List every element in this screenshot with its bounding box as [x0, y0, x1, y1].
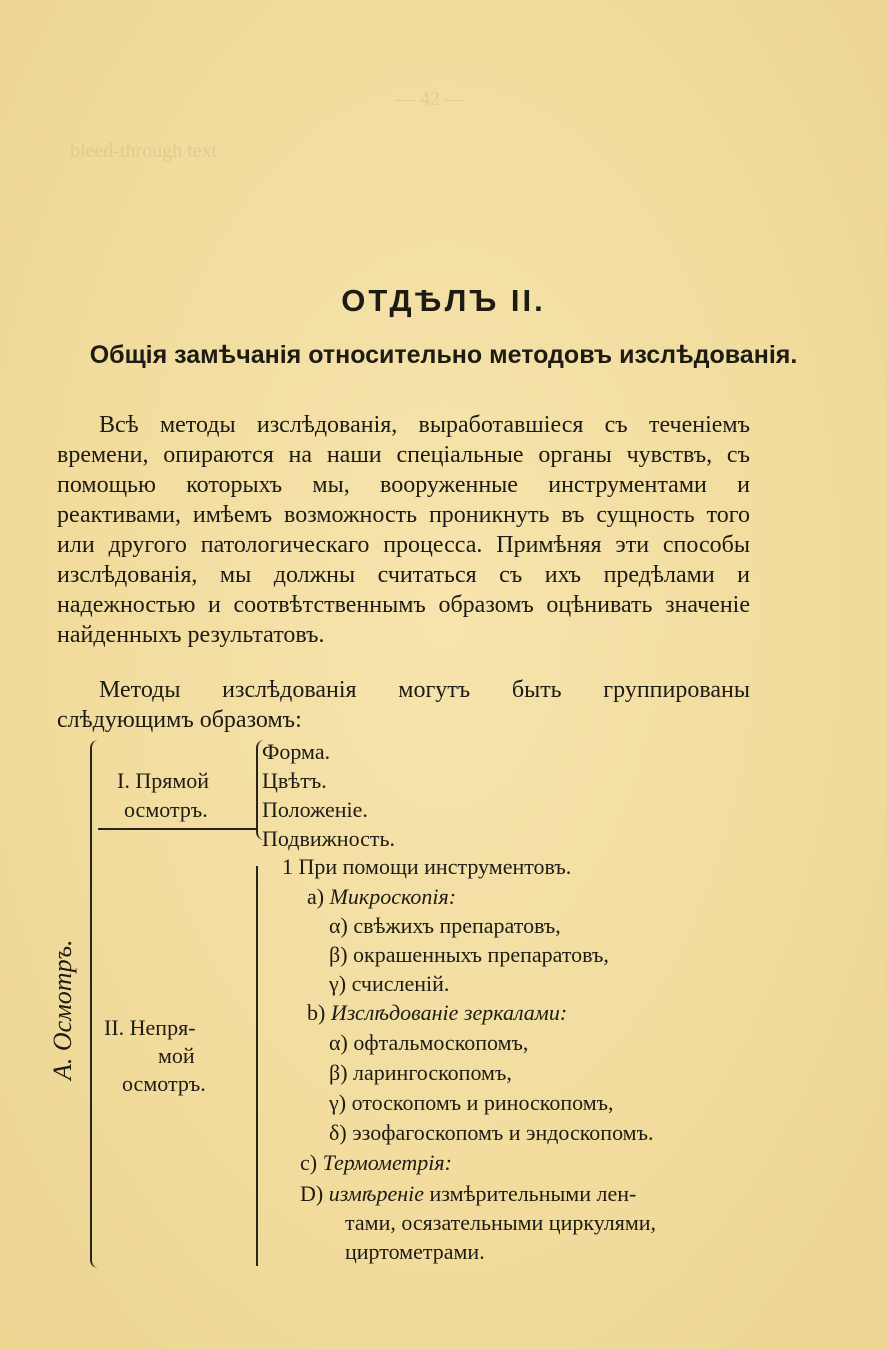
measurement-text: измѣрительными лен-	[429, 1181, 637, 1206]
direct-label-line2: осмотръ.	[124, 797, 208, 822]
mirrors-title: Изслѣдованіе зеркалами:	[330, 1000, 568, 1025]
section-heading: ОТДѢЛЪ II.	[341, 283, 546, 318]
book-page: — 42 — bleed-through text ОТДѢЛЪ II. Общія замѣчанія относительно методовъ изслѣдованія. Всѣ методы изслѣдованія, выработавшіеся съ теченіемъ времени, опираются на наши спеціальные органы чувствъ, съ помощью которыхъ мы, вооруженные инструментами и реактивами, имѣемъ возможность проникнуть въ сущность того или другого патологическаго процесса. Примѣняя эти способы изслѣдованія, мы должны считаться съ ихъ предѣлами и надежностью и соотвѣтственнымъ образомъ оцѣнивать значеніе найденныхъ результатовъ. Методы изслѣдованія могутъ быть группированы слѣдующимъ образомъ: А. Осмотръ. I. Прямой осмотръ. Форма. Цвѣтъ. Положеніе. Подвижность. II. Непря- мой осмотръ. 1 При помощи инструментовъ. a) Микроскопія: α) свѣжихъ препаратовъ, β) окрашенныхъ препаратовъ, γ) счисленій. b) Изслѣдованіе зеркалами: α) офтальмоскопомъ, β) ларингоскопомъ, γ) отоскопомъ и риноскопомъ, δ) эзофагоскопомъ и эндоскопомъ. c) Термометрія: D) измѣреніе измѣрительными лен- тами, осязательными циркулями, циртометрами.	[0, 0, 887, 1350]
measurement-title: измѣреніе	[328, 1181, 425, 1206]
microscopy-line	[307, 884, 456, 910]
marker: γ)	[329, 971, 347, 996]
indirect-label-line1: II. Непря-	[104, 1015, 196, 1040]
item-text: отоскопомъ и риноскопомъ,	[351, 1090, 614, 1115]
marker: α)	[329, 913, 348, 938]
measurement-line1	[300, 1181, 636, 1207]
thermometry-line	[300, 1150, 452, 1176]
mirrors-line	[307, 1000, 567, 1026]
indirect-label-line2: мой	[158, 1043, 195, 1068]
item-text: эзофагоскопомъ и эндоскопомъ.	[352, 1120, 654, 1145]
marker: β)	[329, 1060, 348, 1085]
item-text: свѣжихъ препаратовъ,	[353, 913, 561, 938]
intro-paragraph: Всѣ методы изслѣдованія, выработавшіеся съ теченіемъ времени, опираются на наши спеціальные органы чувствъ, съ помощью которыхъ мы, вооруженные инструментами и реактивами, имѣемъ возможность проникнуть въ сущность того или другого патологическаго процесса. Примѣняя эти способы изслѣдованія, мы должны считаться съ ихъ предѣлами и надежностью и соотвѣтственнымъ образомъ оцѣнивать значеніе найденныхъ результатовъ.	[57, 412, 750, 648]
group-brace	[90, 740, 106, 1268]
group-label-osmotr: А. Осмотръ.	[48, 939, 77, 1080]
instruments-heading: 1 При помощи инструментовъ.	[282, 854, 572, 879]
item-text: офтальмоскопомъ,	[353, 1030, 529, 1055]
indirect-divider	[256, 866, 258, 1266]
indirect-label-line3: осмотръ.	[122, 1071, 206, 1096]
item-text: окрашенныхъ препаратовъ,	[353, 942, 609, 967]
section-subtitle: Общія замѣчанія относительно методовъ изслѣдованія.	[89, 341, 798, 369]
measurement-line2: тами, осязательными циркулями,	[345, 1210, 657, 1235]
microscopy-item	[329, 913, 561, 939]
grouping-paragraph: Методы изслѣдованія могутъ быть группированы слѣдующимъ образомъ:	[57, 677, 750, 733]
direct-item: Цвѣтъ.	[262, 768, 327, 793]
marker: γ)	[329, 1090, 347, 1115]
item-text: ларингоскопомъ,	[353, 1060, 512, 1085]
marker: α)	[329, 1030, 348, 1055]
microscopy-item	[329, 942, 609, 968]
marker: D)	[300, 1181, 324, 1206]
direct-item: Форма.	[262, 739, 331, 764]
measurement-line3: циртометрами.	[345, 1239, 485, 1264]
mirrors-item	[329, 1090, 614, 1116]
marker: b)	[307, 1000, 326, 1025]
microscopy-title: Микроскопія:	[329, 884, 457, 909]
mirrors-item	[329, 1030, 528, 1056]
item-text: счисленій.	[351, 971, 450, 996]
marker: β)	[329, 942, 348, 967]
direct-item: Положеніе.	[262, 797, 368, 822]
direct-item: Подвижность.	[262, 826, 396, 851]
divider-line	[98, 828, 258, 830]
marker: δ)	[329, 1120, 347, 1145]
direct-label-line1: I. Прямой	[117, 768, 210, 793]
thermometry-title: Термометрія:	[322, 1150, 452, 1175]
marker: a)	[307, 884, 325, 909]
mirrors-item	[329, 1060, 512, 1086]
marker: c)	[300, 1150, 318, 1175]
microscopy-item	[329, 971, 449, 997]
mirrors-item	[329, 1120, 653, 1146]
